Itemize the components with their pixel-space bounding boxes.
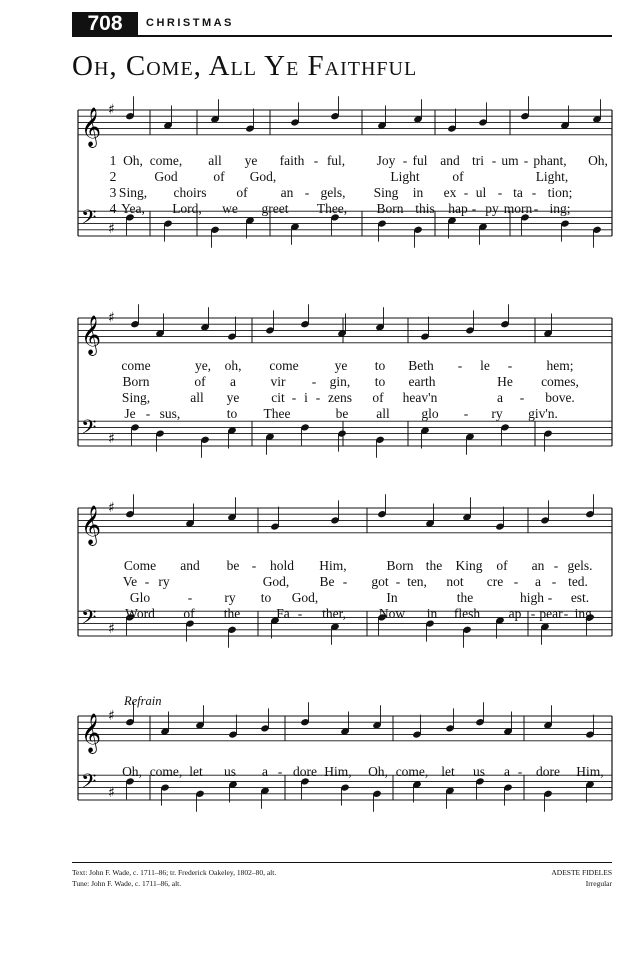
syllable-hyphen: - — [519, 390, 525, 405]
lyric-syllable: to — [374, 374, 386, 389]
key-signature-sharp-icon: ♯ — [108, 784, 115, 801]
lyric-syllable: Thee, — [316, 201, 348, 216]
lyric-syllable: ful — [412, 153, 428, 168]
syllable-hyphen: - — [304, 185, 310, 200]
meter: Irregular — [585, 879, 612, 888]
lyric-syllable: zens — [328, 390, 352, 405]
verse-number: 2 — [109, 169, 117, 184]
key-signature-sharp-icon: ♯ — [108, 500, 115, 516]
lyric-syllable: come, — [149, 764, 183, 779]
syllable-hyphen: - — [395, 574, 401, 589]
lyric-syllable: ta — [513, 185, 523, 200]
lyric-syllable: ry — [491, 406, 503, 421]
syllable-hyphen: - — [513, 574, 519, 589]
lyric-syllable: gels, — [320, 185, 346, 200]
lyric-syllable: hem; — [546, 358, 574, 373]
lyric-syllable: py — [485, 201, 499, 216]
lyric-syllable: Oh, — [588, 153, 608, 168]
syllable-hyphen: - — [563, 606, 569, 621]
lyric-syllable: come — [121, 358, 151, 373]
lyric-syllable: ry — [158, 574, 170, 589]
refrain-label: Refrain — [124, 694, 162, 708]
lyric-syllable: Born — [122, 374, 150, 389]
lyric-line — [0, 558, 640, 574]
syllable-hyphen: - — [517, 764, 523, 779]
lyric-syllable: ther, — [322, 606, 346, 621]
key-signature-sharp-icon: ♯ — [108, 708, 115, 724]
verse-number: 4 — [109, 201, 117, 216]
lyric-syllable: bove. — [545, 390, 575, 405]
lyric-syllable: a — [504, 764, 510, 779]
lyric-syllable: us — [472, 764, 486, 779]
footer-rule — [72, 862, 612, 863]
lyric-syllable: gin, — [329, 374, 351, 389]
bass-clef-icon: 𝄢 — [81, 205, 97, 234]
lyric-line — [0, 390, 640, 406]
lyric-syllable: a — [262, 764, 268, 779]
lyric-line — [0, 185, 640, 201]
lyric-syllable: sus, — [159, 406, 181, 421]
lyric-syllable: earth — [408, 374, 436, 389]
syllable-hyphen: - — [315, 390, 321, 405]
lyric-syllable: Yea, — [121, 201, 145, 216]
lyric-syllable: phant, — [533, 153, 567, 168]
syllable-hyphen: - — [457, 358, 463, 373]
lyric-line — [0, 201, 640, 217]
lyric-syllable: ye, — [194, 358, 212, 373]
syllable-hyphen: - — [507, 358, 513, 373]
treble-clef-icon: 𝄞 — [81, 712, 102, 753]
lyric-syllable: we — [222, 201, 238, 216]
lyric-syllable: of — [452, 169, 464, 184]
lyric-syllable: dore — [536, 764, 560, 779]
lyric-syllable: Be — [319, 574, 335, 589]
syllable-hyphen: - — [187, 590, 193, 605]
syllable-hyphen: - — [553, 558, 559, 573]
lyric-syllable: Joy — [376, 153, 396, 168]
lyric-syllable: to — [260, 590, 272, 605]
lyric-syllable: the — [425, 558, 443, 573]
lyric-syllable: in — [426, 606, 438, 621]
syllable-hyphen: - — [291, 390, 297, 405]
lyric-syllable: hold — [269, 558, 295, 573]
syllable-hyphen: - — [523, 153, 529, 168]
bass-clef-icon: 𝄢 — [81, 605, 97, 634]
syllable-hyphen: - — [145, 406, 151, 421]
lyric-syllable: ten, — [407, 574, 427, 589]
lyric-syllable: Thee — [263, 406, 291, 421]
syllable-hyphen: - — [547, 590, 553, 605]
hymn-title: Oh, Come, All Ye Faithful — [72, 50, 418, 82]
lyric-syllable: Light, — [535, 169, 569, 184]
verse-number: 3 — [109, 185, 117, 200]
lyric-line — [0, 406, 640, 422]
lyric-syllable: ap — [508, 606, 522, 621]
lyric-syllable: of — [183, 606, 195, 621]
lyric-syllable: ye — [244, 153, 258, 168]
syllable-hyphen: - — [277, 764, 283, 779]
lyric-syllable: ry — [224, 590, 236, 605]
syllable-hyphen: - — [251, 558, 257, 573]
lyric-syllable: tri — [472, 153, 484, 168]
hymn-number: 708 — [72, 12, 138, 36]
lyric-syllable: Him, — [576, 764, 604, 779]
treble-clef-icon: 𝄞 — [81, 106, 102, 147]
lyric-syllable: le — [480, 358, 490, 373]
lyric-syllable: gels. — [567, 558, 593, 573]
lyric-syllable: Glo — [129, 590, 151, 605]
verse-number: 1 — [109, 153, 117, 168]
lyric-syllable: greet — [261, 201, 289, 216]
key-signature-sharp-icon: ♯ — [108, 430, 115, 447]
lyric-syllable: Beth — [408, 358, 434, 373]
syllable-hyphen: - — [342, 574, 348, 589]
lyric-syllable: ful, — [326, 153, 346, 168]
lyric-syllable: of — [194, 374, 206, 389]
lyric-syllable: Je — [124, 406, 136, 421]
lyric-syllable: comes, — [541, 374, 579, 389]
lyric-syllable: um — [501, 153, 519, 168]
lyric-syllable: pear — [539, 606, 563, 621]
lyric-syllable: come — [269, 358, 299, 373]
syllable-hyphen: - — [311, 374, 317, 389]
syllable-hyphen: - — [297, 606, 303, 621]
lyric-syllable: a — [535, 574, 541, 589]
lyric-syllable: ye — [334, 358, 348, 373]
lyric-syllable: Now — [378, 606, 406, 621]
lyric-syllable: Lord, — [172, 201, 202, 216]
lyric-syllable: this — [415, 201, 435, 216]
lyric-syllable: and — [180, 558, 200, 573]
syllable-hyphen: - — [497, 185, 503, 200]
lyric-syllable: God, — [262, 574, 290, 589]
bass-clef-icon: 𝄢 — [81, 769, 97, 798]
lyric-syllable: of — [236, 185, 248, 200]
lyric-syllable: not — [446, 574, 464, 589]
key-signature-sharp-icon: ♯ — [108, 620, 115, 637]
key-signature-sharp-icon: ♯ — [108, 102, 115, 118]
lyric-syllable: He — [497, 374, 513, 389]
lyric-syllable: choirs — [173, 185, 207, 200]
lyric-syllable: est. — [570, 590, 590, 605]
lyric-syllable: Oh, — [122, 764, 142, 779]
lyric-syllable: God — [154, 169, 178, 184]
lyric-syllable: God, — [291, 590, 319, 605]
lyric-syllable: a — [230, 374, 236, 389]
lyric-syllable: dore — [293, 764, 317, 779]
lyric-syllable: an — [280, 185, 294, 200]
lyric-syllable: to — [374, 358, 386, 373]
syllable-hyphen: - — [463, 406, 469, 421]
lyric-syllable: come, — [149, 153, 183, 168]
lyric-line — [0, 169, 640, 185]
treble-clef-icon: 𝄞 — [81, 504, 102, 545]
bass-clef-icon: 𝄢 — [81, 415, 97, 444]
lyric-syllable: of — [372, 390, 384, 405]
syllable-hyphen: - — [313, 153, 319, 168]
lyric-syllable: ul — [475, 185, 487, 200]
lyric-syllable: heav'n — [402, 390, 438, 405]
lyric-syllable: Him, — [324, 764, 352, 779]
lyric-syllable: let — [441, 764, 455, 779]
lyric-line — [0, 764, 640, 780]
section-label: CHRISTMAS — [146, 17, 234, 29]
lyric-syllable: faith — [279, 153, 305, 168]
lyric-syllable: Light — [390, 169, 420, 184]
lyric-syllable: giv'n. — [528, 406, 558, 421]
lyric-syllable: ing. — [574, 606, 596, 621]
lyric-syllable: Sing — [373, 185, 399, 200]
lyric-syllable: ex — [443, 185, 457, 200]
lyric-syllable: morn — [503, 201, 533, 216]
lyric-syllable: ing; — [549, 201, 571, 216]
lyric-syllable: us — [223, 764, 237, 779]
syllable-hyphen: - — [530, 606, 536, 621]
lyric-syllable: Oh, — [123, 153, 143, 168]
tune-credit: Tune: John F. Wade, c. 1711–86, alt. — [72, 879, 182, 888]
lyric-syllable: Sing, — [121, 390, 151, 405]
lyric-syllable: oh, — [224, 358, 242, 373]
lyric-syllable: Sing, — [118, 185, 148, 200]
lyric-syllable: and — [440, 153, 460, 168]
lyric-syllable: In — [386, 590, 398, 605]
lyric-syllable: cit — [271, 390, 285, 405]
lyric-syllable: flesh — [453, 606, 481, 621]
lyric-line — [0, 606, 640, 622]
lyric-syllable: Fa — [276, 606, 290, 621]
syllable-hyphen: - — [463, 185, 469, 200]
syllable-hyphen: - — [402, 153, 408, 168]
tune-name: ADESTE FIDELES — [551, 868, 612, 877]
lyric-syllable: i — [304, 390, 308, 405]
lyric-syllable: to — [226, 406, 238, 421]
lyric-syllable: Ve — [122, 574, 138, 589]
lyric-syllable: let — [189, 764, 203, 779]
syllable-hyphen: - — [551, 574, 557, 589]
syllable-hyphen: - — [144, 574, 150, 589]
lyric-syllable: all — [190, 390, 204, 405]
syllable-hyphen: - — [471, 201, 477, 216]
lyric-syllable: all — [376, 406, 390, 421]
syllable-hyphen: - — [531, 185, 537, 200]
lyric-syllable: cre — [486, 574, 504, 589]
lyric-line — [0, 358, 640, 374]
treble-clef-icon: 𝄞 — [81, 314, 102, 355]
lyric-syllable: come, — [395, 764, 429, 779]
key-signature-sharp-icon: ♯ — [108, 310, 115, 326]
lyric-syllable: a — [497, 390, 503, 405]
lyric-syllable: tion; — [547, 185, 573, 200]
lyric-syllable: ted. — [568, 574, 588, 589]
lyric-line — [0, 574, 640, 590]
lyric-syllable: all — [208, 153, 222, 168]
syllable-hyphen: - — [491, 153, 497, 168]
lyric-line — [0, 590, 640, 606]
lyric-syllable: an — [531, 558, 545, 573]
lyric-syllable: in — [412, 185, 424, 200]
lyric-syllable: God, — [249, 169, 277, 184]
lyric-syllable: Him, — [319, 558, 347, 573]
lyric-syllable: Oh, — [368, 764, 388, 779]
lyric-line — [0, 374, 640, 390]
lyric-syllable: ye — [226, 390, 240, 405]
lyric-syllable: of — [496, 558, 508, 573]
lyric-syllable: got — [371, 574, 389, 589]
lyric-syllable: vir — [270, 374, 286, 389]
lyric-syllable: Born — [376, 201, 404, 216]
lyric-syllable: King — [455, 558, 483, 573]
lyric-line — [0, 153, 640, 169]
text-credit: Text: John F. Wade, c. 1711–86; tr. Frederick Oakeley, 1802–80, alt. — [72, 868, 277, 877]
lyric-syllable: high — [519, 590, 545, 605]
lyric-syllable: Born — [386, 558, 414, 573]
key-signature-sharp-icon: ♯ — [108, 220, 115, 237]
lyric-syllable: the — [456, 590, 474, 605]
lyric-syllable: hap — [448, 201, 468, 216]
lyric-syllable: Word — [125, 606, 155, 621]
lyric-syllable: be — [226, 558, 240, 573]
syllable-hyphen: - — [533, 201, 539, 216]
lyric-syllable: be — [335, 406, 349, 421]
lyric-syllable: the — [223, 606, 241, 621]
lyric-syllable: of — [213, 169, 225, 184]
lyric-syllable: glo — [421, 406, 439, 421]
lyric-syllable: Come — [123, 558, 157, 573]
